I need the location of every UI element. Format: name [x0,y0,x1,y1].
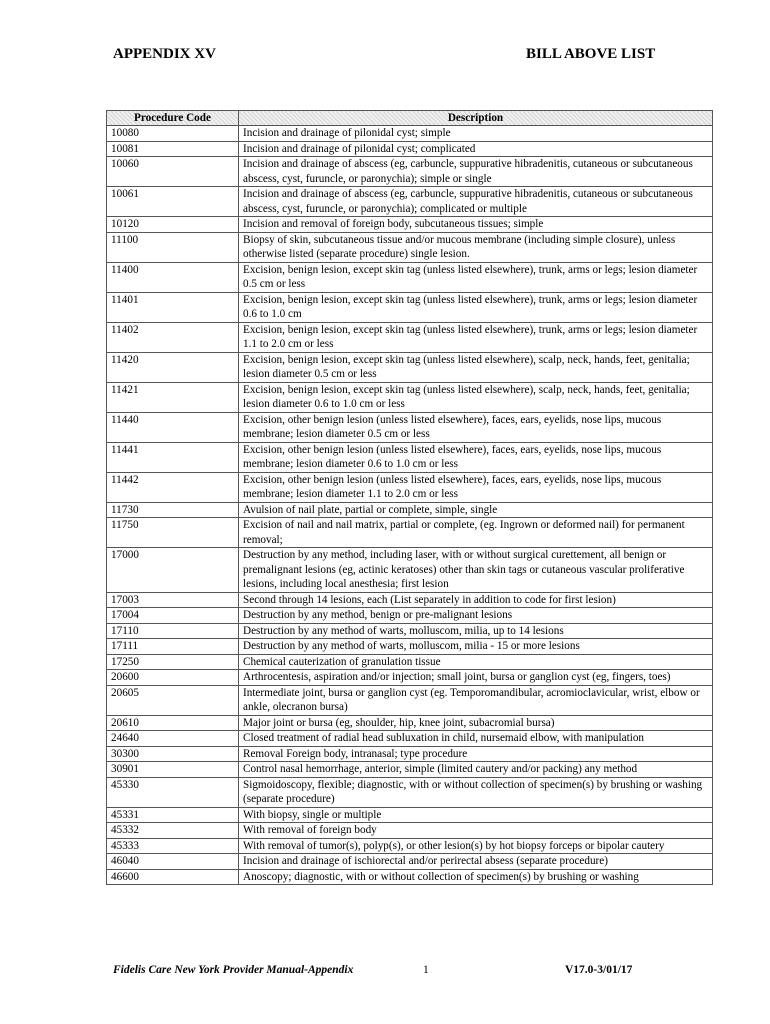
description-cell: Chemical cauterization of granulation tissue [239,654,713,670]
table-row [107,548,713,593]
procedure-code-cell: 46600 [107,869,239,885]
description-cell: Excision, benign lesion, except skin tag (unless listed elsewhere), scalp, neck, hands, feet, genitalia; lesion diameter 0.6 to 1.0 cm or less [239,382,713,412]
description-cell: Second through 14 lesions, each (List separately in addition to code for first lesion) [239,592,713,608]
procedure-code-cell: 45332 [107,823,239,839]
description-cell: With removal of tumor(s), polyp(s), or other lesion(s) by hot biopsy forceps or bipolar cautery [239,838,713,854]
procedure-code-cell: 11421 [107,382,239,412]
table-row [107,670,713,686]
description-cell: Excision, benign lesion, except skin tag (unless listed elsewhere), trunk, arms or legs; lesion diameter 1.1 to 2.0 cm or less [239,322,713,352]
table-row [107,592,713,608]
page-number: 1 [423,964,429,976]
table-row [107,777,713,807]
table-row [107,187,713,217]
procedure-code-cell: 17110 [107,623,239,639]
table-row [107,623,713,639]
procedure-code-cell: 10081 [107,141,239,157]
table-header-row [107,111,713,126]
description-cell: Avulsion of nail plate, partial or complete, simple, single [239,502,713,518]
description-cell: Destruction by any method of warts, molluscom, milia, up to 14 lesions [239,623,713,639]
table-row [107,731,713,747]
table-row [107,746,713,762]
table-body [107,126,713,885]
description-cell: Incision and drainage of pilonidal cyst; complicated [239,141,713,157]
table-row [107,807,713,823]
procedure-code-cell: 10120 [107,217,239,233]
procedure-code-cell: 30300 [107,746,239,762]
description-cell: Arthrocentesis, aspiration and/or injection; small joint, bursa or ganglion cyst (eg, fingers, toes) [239,670,713,686]
procedure-code-cell: 11100 [107,232,239,262]
table-row [107,608,713,624]
description-cell: Closed treatment of radial head subluxation in child, nursemaid elbow, with manipulation [239,731,713,747]
table-row [107,442,713,472]
description-cell: Excision, benign lesion, except skin tag (unless listed elsewhere), trunk, arms or legs; lesion diameter 0.5 cm or less [239,262,713,292]
description-cell: Removal Foreign body, intranasal; type procedure [239,746,713,762]
procedure-code-cell: 24640 [107,731,239,747]
procedure-code-header: Procedure Code [107,111,239,126]
description-cell: Incision and drainage of pilonidal cyst; simple [239,126,713,142]
procedure-code-cell: 10060 [107,157,239,187]
description-cell: Control nasal hemorrhage, anterior, simple (limited cautery and/or packing) any method [239,762,713,778]
procedure-code-cell: 11442 [107,472,239,502]
procedure-code-cell: 20605 [107,685,239,715]
table-row [107,854,713,870]
table-row [107,762,713,778]
table-row [107,412,713,442]
description-cell: With removal of foreign body [239,823,713,839]
list-title: BILL ABOVE LIST [526,46,656,62]
description-cell: Excision of nail and nail matrix, partial or complete, (eg. Ingrown or deformed nail) for permanent removal; [239,518,713,548]
table-row [107,823,713,839]
description-cell: Excision, other benign lesion (unless listed elsewhere), faces, ears, eyelids, nose lips, mucous membrane; lesion diameter 0.5 cm or less [239,412,713,442]
procedure-code-cell: 46040 [107,854,239,870]
description-cell: Major joint or bursa (eg, shoulder, hip, knee joint, subacromial bursa) [239,715,713,731]
procedure-code-cell: 45330 [107,777,239,807]
description-cell: Sigmoidoscopy, flexible; diagnostic, with or without collection of specimen(s) by brushing or washing (separate procedure) [239,777,713,807]
procedure-code-cell: 17004 [107,608,239,624]
table-row [107,654,713,670]
description-cell: Destruction by any method, including laser, with or without surgical curettement, all benign or premalignant lesions (eg, actinic keratoses) other than skin tags or cutaneous vascular proliferative lesions, including local anesthesia; first lesion [239,548,713,593]
table-row [107,715,713,731]
procedure-code-cell: 20610 [107,715,239,731]
description-cell: Anoscopy; diagnostic, with or without collection of specimen(s) by brushing or washing [239,869,713,885]
table-row [107,322,713,352]
table-row [107,838,713,854]
table-row [107,382,713,412]
description-cell: Excision, other benign lesion (unless listed elsewhere), faces, ears, eyelids, nose lips, mucous membrane; lesion diameter 1.1 to 2.0 cm or less [239,472,713,502]
procedure-code-cell: 10080 [107,126,239,142]
procedure-code-cell: 17111 [107,639,239,655]
table-row [107,639,713,655]
description-cell: Excision, benign lesion, except skin tag (unless listed elsewhere), scalp, neck, hands, feet, genitalia; lesion diameter 0.5 cm or less [239,352,713,382]
procedure-code-cell: 17000 [107,548,239,593]
table-row [107,292,713,322]
procedure-code-cell: 45333 [107,838,239,854]
procedure-code-cell: 10061 [107,187,239,217]
description-cell: Incision and drainage of abscess (eg, carbuncle, suppurative hibradenitis, cutaneous or subcutaneous abscess, cyst, furuncle, or paronychia); simple or single [239,157,713,187]
procedure-table [106,110,713,885]
procedure-code-cell: 11750 [107,518,239,548]
table-row [107,502,713,518]
description-cell: Excision, other benign lesion (unless listed elsewhere), faces, ears, eyelids, nose lips, mucous membrane; lesion diameter 0.6 to 1.0 cm or less [239,442,713,472]
version-label: V17.0-3/01/17 [565,964,633,976]
table-row [107,472,713,502]
table-row [107,217,713,233]
table-row [107,869,713,885]
procedure-code-cell: 11400 [107,262,239,292]
procedure-code-cell: 20600 [107,670,239,686]
procedure-code-cell: 11420 [107,352,239,382]
description-cell: Biopsy of skin, subcutaneous tissue and/or mucous membrane (including simple closure), unless otherwise listed (separate procedure) single lesion. [239,232,713,262]
table-row [107,157,713,187]
procedure-code-cell: 11441 [107,442,239,472]
description-cell: With biopsy, single or multiple [239,807,713,823]
procedure-code-cell: 11730 [107,502,239,518]
description-cell: Destruction by any method of warts, molluscom, milia - 15 or more lesions [239,639,713,655]
table-row [107,141,713,157]
description-cell: Intermediate joint, bursa or ganglion cyst (eg. Temporomandibular, acromioclavicular, wrist, elbow or ankle, olecranon bursa) [239,685,713,715]
procedure-code-cell: 45331 [107,807,239,823]
procedure-code-cell: 11402 [107,322,239,352]
procedure-code-cell: 30901 [107,762,239,778]
table-row [107,352,713,382]
appendix-title: APPENDIX XV [113,46,216,62]
table-row [107,685,713,715]
description-cell: Excision, benign lesion, except skin tag (unless listed elsewhere), trunk, arms or legs; lesion diameter 0.6 to 1.0 cm [239,292,713,322]
description-cell: Incision and removal of foreign body, subcutaneous tissues; simple [239,217,713,233]
procedure-code-cell: 17250 [107,654,239,670]
description-header: Description [239,111,713,126]
table-row [107,262,713,292]
table-row [107,126,713,142]
description-cell: Destruction by any method, benign or pre-malignant lesions [239,608,713,624]
footer-manual-title: Fidelis Care New York Provider Manual-Appendix [113,964,354,976]
procedure-code-cell: 17003 [107,592,239,608]
table-row [107,232,713,262]
description-cell: Incision and drainage of abscess (eg, carbuncle, suppurative hibradenitis, cutaneous or subcutaneous abscess, cyst, furuncle, or paronychia); complicated or multiple [239,187,713,217]
procedure-code-cell: 11401 [107,292,239,322]
description-cell: Incision and drainage of ischiorectal and/or perirectal absess (separate procedure) [239,854,713,870]
procedure-code-cell: 11440 [107,412,239,442]
table-row [107,518,713,548]
